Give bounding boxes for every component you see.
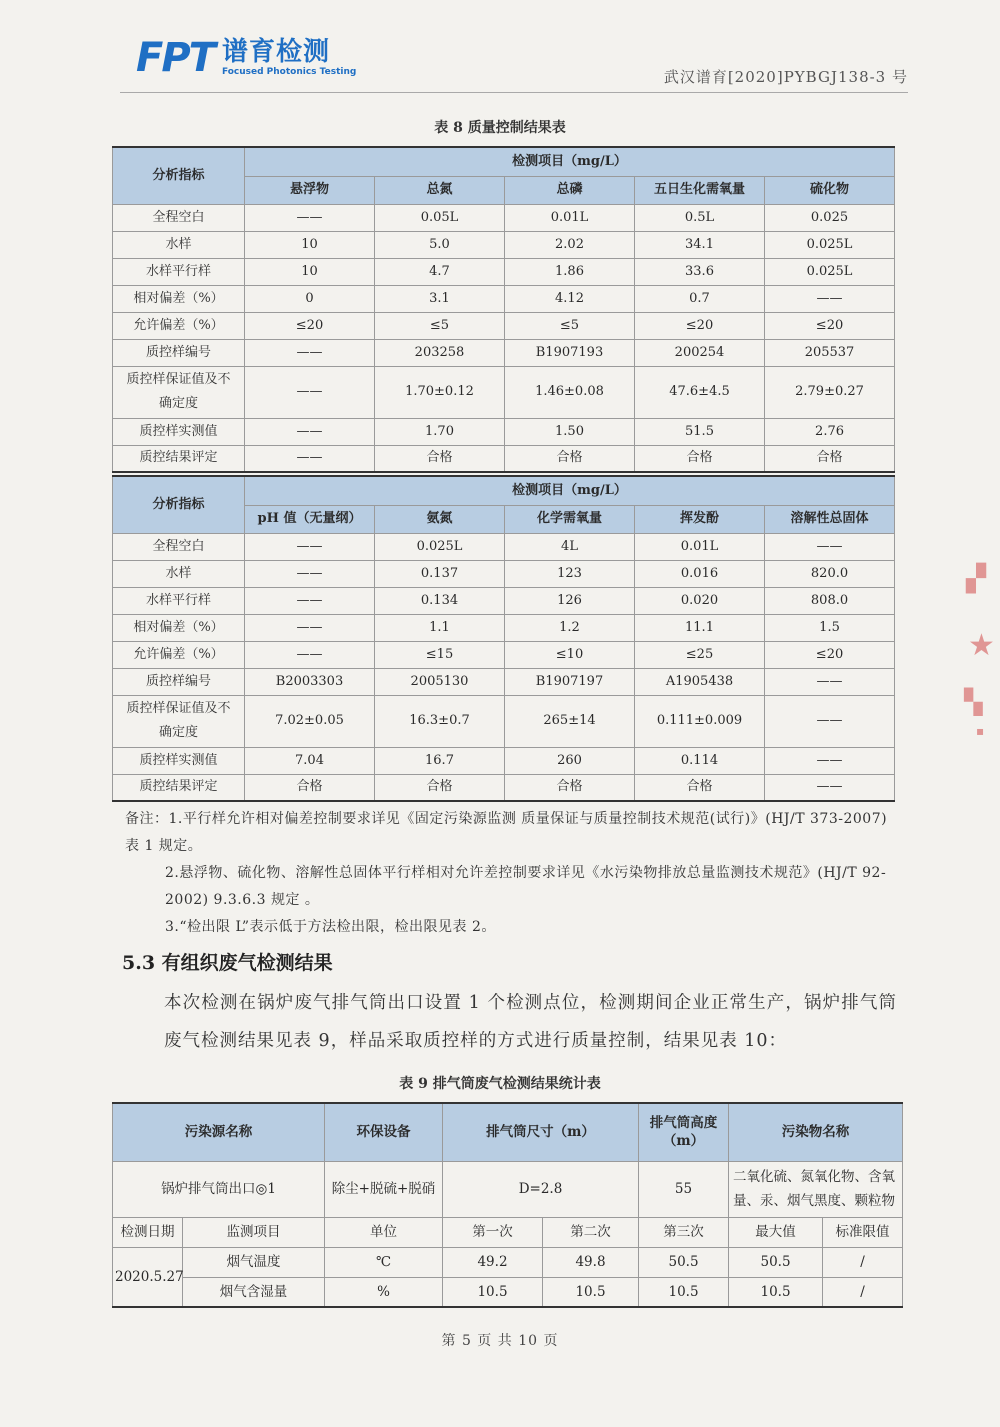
table9-sub-limit: 标准限值 (823, 1217, 903, 1247)
table8-part2-cell: 260 (505, 747, 635, 774)
table8-part2-row (113, 587, 895, 614)
table9-subheader-row (113, 1217, 903, 1247)
table9-cell: 10.5 (729, 1277, 823, 1307)
table9-sub-second: 第二次 (543, 1217, 639, 1247)
table9-head-height: 排气筒高度（m） (639, 1103, 729, 1161)
table8-caption: 表 8 质量控制结果表 (434, 120, 566, 136)
table8-part2-header-row (113, 476, 895, 505)
note-3: 3.“检出限 L”表示低于方法检出限，检出限见表 2。 (165, 919, 496, 935)
table8-part2-cell: 0.137 (375, 560, 505, 587)
table8-part1-column-header: 总氮 (375, 176, 505, 204)
table8-part1-row (113, 312, 895, 339)
table8-part2-cell: 2005130 (375, 668, 505, 695)
table9-cell: 10.5 (639, 1277, 729, 1307)
table8-part2 (112, 475, 895, 802)
table8-part1-cell: 0.025 (765, 204, 895, 231)
table8-part2-cell: 0.025L (375, 533, 505, 560)
table8-part2-row-label: 水样平行样 (113, 587, 245, 614)
table8-part1-row (113, 285, 895, 312)
table9-head-source: 污染源名称 (113, 1103, 325, 1161)
table8-part2-cell: 16.7 (375, 747, 505, 774)
table8-part1-cell: 1.86 (505, 258, 635, 285)
table8-part2-cell: 合格 (635, 774, 765, 801)
table8-part2-column-header: 挥发酚 (635, 505, 765, 533)
table9-cell: ℃ (325, 1247, 443, 1277)
table8-part2-cell: 1.5 (765, 614, 895, 641)
table8-part1-cell: 0.025L (765, 231, 895, 258)
table8-part1-cell: 205537 (765, 339, 895, 366)
table9-cell: / (823, 1247, 903, 1277)
table8-part1-row-label: 水样 (113, 231, 245, 258)
table8-part1-cell: 0.5L (635, 204, 765, 231)
table8-part1-cell: 203258 (375, 339, 505, 366)
table9-equipment: 除尘+脱硫+脱硝 (325, 1161, 443, 1217)
table9-pollutants: 二氧化硫、氮氧化物、含氧量、汞、烟气黑度、颗粒物 (729, 1161, 903, 1217)
header-divider (120, 92, 908, 93)
table8-part2-row-label: 质控结果评定 (113, 774, 245, 801)
table9-cell: 50.5 (639, 1247, 729, 1277)
table8-part1-cell: —— (245, 366, 375, 418)
table9-cell: 烟气含湿量 (183, 1277, 325, 1307)
table8-part1-column-header: 硫化物 (765, 176, 895, 204)
table8-part2-cell: 合格 (505, 774, 635, 801)
table8-part1-cell: 0.05L (375, 204, 505, 231)
table8-part2-cell: 16.3±0.7 (375, 695, 505, 747)
table8-part1-cell: 4.7 (375, 258, 505, 285)
table8-part1-row (113, 258, 895, 285)
table8-part2-row (113, 695, 895, 747)
table9-sub-unit: 单位 (325, 1217, 443, 1247)
table8-part1-cell: 34.1 (635, 231, 765, 258)
table8-part2-analysis-label: 分析指标 (113, 476, 245, 533)
table9-sub-first: 第一次 (443, 1217, 543, 1247)
table8-part2-cell: 0.016 (635, 560, 765, 587)
table9-cell: 烟气温度 (183, 1247, 325, 1277)
table8-part1 (112, 146, 895, 473)
table8-part1-cell: 200254 (635, 339, 765, 366)
table8-part2-cell: 4L (505, 533, 635, 560)
table8-part1-cell: —— (245, 418, 375, 445)
table8-part2-row (113, 614, 895, 641)
table8-part1-row (113, 418, 895, 445)
table8-part1-cell: 合格 (765, 445, 895, 472)
table9-sub-third: 第三次 (639, 1217, 729, 1247)
table8-part2-cell: 126 (505, 587, 635, 614)
table8-part1-row-label: 全程空白 (113, 204, 245, 231)
table8-part2-cell: ≤15 (375, 641, 505, 668)
note-1: 备注：1.平行样允许相对偏差控制要求详见《固定污染源监测 质量保证与质量控制技术规范(试行)》(HJ/T 373-2007) 表 1 规定。 (125, 811, 888, 854)
section-title: 5.3 有组织废气检测结果 (122, 952, 333, 974)
table8-part2-row-label: 相对偏差（%） (113, 614, 245, 641)
table8-part2-row (113, 774, 895, 801)
table8-part1-cell: 1.70 (375, 418, 505, 445)
table8-part2-cell: 合格 (245, 774, 375, 801)
table8-notes (125, 806, 895, 941)
table8-part1-row (113, 339, 895, 366)
table8-part1-cell: 2.76 (765, 418, 895, 445)
table8-part2-cell: B2003303 (245, 668, 375, 695)
table9-source-row (113, 1161, 903, 1217)
section-paragraph-text: 本次检测在锅炉废气排气筒出口设置 1 个检测点位，检测期间企业正常生产，锅炉排气筒废气检测结果见表 9，样品采取质控样的方式进行质量控制，结果见表 10： (164, 993, 897, 1051)
table8-part1-cell: 1.50 (505, 418, 635, 445)
table8-part1-cell: 1.46±0.08 (505, 366, 635, 418)
table8-part2-cell: ≤20 (765, 641, 895, 668)
page-footer: 第 5 页 共 10 页 (441, 1333, 559, 1349)
table8-part1-row-label: 质控样编号 (113, 339, 245, 366)
seal-stamp-partial: ▞ ★ ▚ ▪ (964, 564, 995, 738)
table8-part1-cell: —— (245, 445, 375, 472)
table8-part1-cell: 1.70±0.12 (375, 366, 505, 418)
table8-part1-row-label: 质控结果评定 (113, 445, 245, 472)
table8-part1-cell: —— (765, 285, 895, 312)
table8-part1-cell: ≤20 (635, 312, 765, 339)
logo-chinese-name: 谱育检测 (221, 37, 330, 67)
table8-part1-cell: —— (245, 204, 375, 231)
table9-head-pollutants: 污染物名称 (729, 1103, 903, 1161)
table8-part2-cell: 820.0 (765, 560, 895, 587)
table8-part1-row (113, 204, 895, 231)
table9-cell: % (325, 1277, 443, 1307)
table8-part1-analysis-label: 分析指标 (113, 147, 245, 204)
table8-part2-cell: —— (765, 668, 895, 695)
table8-part1-cell: 47.6±4.5 (635, 366, 765, 418)
table8-part2-row (113, 560, 895, 587)
table8-part2-cell: A1905438 (635, 668, 765, 695)
table9-head-size: 排气筒尺寸（m） (443, 1103, 639, 1161)
table8-part2-cell: 0.134 (375, 587, 505, 614)
table8-part1-row (113, 366, 895, 418)
table8-part2-cell: —— (765, 774, 895, 801)
table8-part2-cell: ≤25 (635, 641, 765, 668)
table8-part2-row-label: 水样 (113, 560, 245, 587)
table8-part2-column-header: 化学需氧量 (505, 505, 635, 533)
table8-part2-cell: 1.1 (375, 614, 505, 641)
logo-english-name: Focused Photonics Testing (221, 67, 357, 77)
table8-part2-cell: —— (765, 695, 895, 747)
table8-part2-cell: 0.01L (635, 533, 765, 560)
table9-cell: 50.5 (729, 1247, 823, 1277)
table8-part1-column-header: 悬浮物 (245, 176, 375, 204)
note-2: 2.悬浮物、硫化物、溶解性总固体平行样相对允许差控制要求详见《水污染物排放总量监测技术规范》(HJ/T 92-2002) 9.3.6.3 规定 。 (165, 865, 887, 908)
table8-part1-cell: 3.1 (375, 285, 505, 312)
table8-part1-cell: 10 (245, 258, 375, 285)
table9-head-equipment: 环保设备 (325, 1103, 443, 1161)
table8-part1-cell: ≤20 (765, 312, 895, 339)
table8-part1-row-label: 水样平行样 (113, 258, 245, 285)
table8-part1-row (113, 231, 895, 258)
table8-part1-cell: 合格 (375, 445, 505, 472)
table8-part1-cell: 0.7 (635, 285, 765, 312)
table8-part2-row-label: 允许偏差（%） (113, 641, 245, 668)
table9-row (113, 1277, 903, 1307)
section-paragraph (122, 984, 897, 1060)
table8-part1-cell: 0.025L (765, 258, 895, 285)
table8-part1-cell: B1907193 (505, 339, 635, 366)
table8-part1-row-label: 质控样实测值 (113, 418, 245, 445)
table8-part2-cell: —— (765, 747, 895, 774)
table9-date: 2020.5.27 (113, 1247, 183, 1307)
logo-mark: FPT (136, 35, 214, 81)
table9-header-row (113, 1103, 903, 1161)
table8-part2-cell: —— (245, 614, 375, 641)
table8-part2-cell: —— (245, 560, 375, 587)
table8-part1-row-label: 质控样保证值及不确定度 (113, 366, 245, 418)
table8-part1-cell: 0 (245, 285, 375, 312)
table8-part1-cell: 合格 (635, 445, 765, 472)
table8-part2-column-header: 氨氮 (375, 505, 505, 533)
table8-part2-column-header: 溶解性总固体 (765, 505, 895, 533)
table8-part2-cell: 7.04 (245, 747, 375, 774)
table8-part2-cell: 265±14 (505, 695, 635, 747)
table8-part1-row-label: 相对偏差（%） (113, 285, 245, 312)
table9-stack-size: D=2.8 (443, 1161, 639, 1217)
table9-cell: 10.5 (443, 1277, 543, 1307)
company-logo (136, 35, 357, 82)
table8-part2-cell: —— (245, 587, 375, 614)
table9-sub-item: 监测项目 (183, 1217, 325, 1247)
table8-part2-cell: —— (245, 533, 375, 560)
table8-part2-cell: 0.111±0.009 (635, 695, 765, 747)
table8-part1-cell: 2.02 (505, 231, 635, 258)
table8-part2-row (113, 533, 895, 560)
table8-part1-cell: ≤5 (505, 312, 635, 339)
table8-part2-cell: —— (245, 641, 375, 668)
table8-part2-cell: 0.114 (635, 747, 765, 774)
table8-part2-cell: 0.020 (635, 587, 765, 614)
table8-part2-column-header: pH 值（无量纲） (245, 505, 375, 533)
table8-part2-row-label: 质控样保证值及不确定度 (113, 695, 245, 747)
table8-part1-cell: 合格 (505, 445, 635, 472)
table8-part2-cell: —— (765, 533, 895, 560)
table8-part1-cell: 4.12 (505, 285, 635, 312)
table8-part1-column-header: 五日生化需氧量 (635, 176, 765, 204)
table8-part1-column-header: 总磷 (505, 176, 635, 204)
table8-part2-cell: ≤10 (505, 641, 635, 668)
table8-part2-row (113, 668, 895, 695)
table8-part2-row (113, 747, 895, 774)
table9-caption: 表 9 排气筒废气检测结果统计表 (399, 1076, 601, 1092)
table9-sub-date: 检测日期 (113, 1217, 183, 1247)
report-number: 武汉谱育[2020]PYBGJ138-3 号 (663, 68, 908, 86)
table8-part1-row (113, 445, 895, 472)
table8-part2-row-label: 质控样实测值 (113, 747, 245, 774)
table8-part1-cell: 33.6 (635, 258, 765, 285)
table9-cell: 49.8 (543, 1247, 639, 1277)
logo-text (222, 38, 356, 78)
table8-part2-row-label: 质控样编号 (113, 668, 245, 695)
table9-stack-height: 55 (639, 1161, 729, 1217)
table8-part2-cell: 808.0 (765, 587, 895, 614)
table8-part2-items-label: 检测项目（mg/L） (245, 476, 895, 505)
table8-part1-cell: ≤5 (375, 312, 505, 339)
table9-cell: 49.2 (443, 1247, 543, 1277)
table8-part1-cell: 0.01L (505, 204, 635, 231)
table8-part2-cell: 11.1 (635, 614, 765, 641)
table8-part2-row (113, 641, 895, 668)
table8-part1-cell: 51.5 (635, 418, 765, 445)
table8-part2-cell: 合格 (375, 774, 505, 801)
table8-part1-cell: 10 (245, 231, 375, 258)
table9-source-name: 锅炉排气筒出口◎1 (113, 1161, 325, 1217)
table8-part1-cell: ≤20 (245, 312, 375, 339)
table8-part2-cell: 7.02±0.05 (245, 695, 375, 747)
table8-part1-cell: 5.0 (375, 231, 505, 258)
table8-part2-cell: B1907197 (505, 668, 635, 695)
table8-part2-row-label: 全程空白 (113, 533, 245, 560)
table8-part1-cell: —— (245, 339, 375, 366)
table8-part1-items-label: 检测项目（mg/L） (245, 147, 895, 176)
table8-part1-cell: 2.79±0.27 (765, 366, 895, 418)
table8-part2-cell: 1.2 (505, 614, 635, 641)
table9-cell: 10.5 (543, 1277, 639, 1307)
table9-sub-max: 最大值 (729, 1217, 823, 1247)
table9 (112, 1102, 903, 1308)
table9-cell: / (823, 1277, 903, 1307)
table8-part1-row-label: 允许偏差（%） (113, 312, 245, 339)
table8-part2-cell: 123 (505, 560, 635, 587)
table9-row (113, 1247, 903, 1277)
table8-part1-header-row (113, 147, 895, 176)
